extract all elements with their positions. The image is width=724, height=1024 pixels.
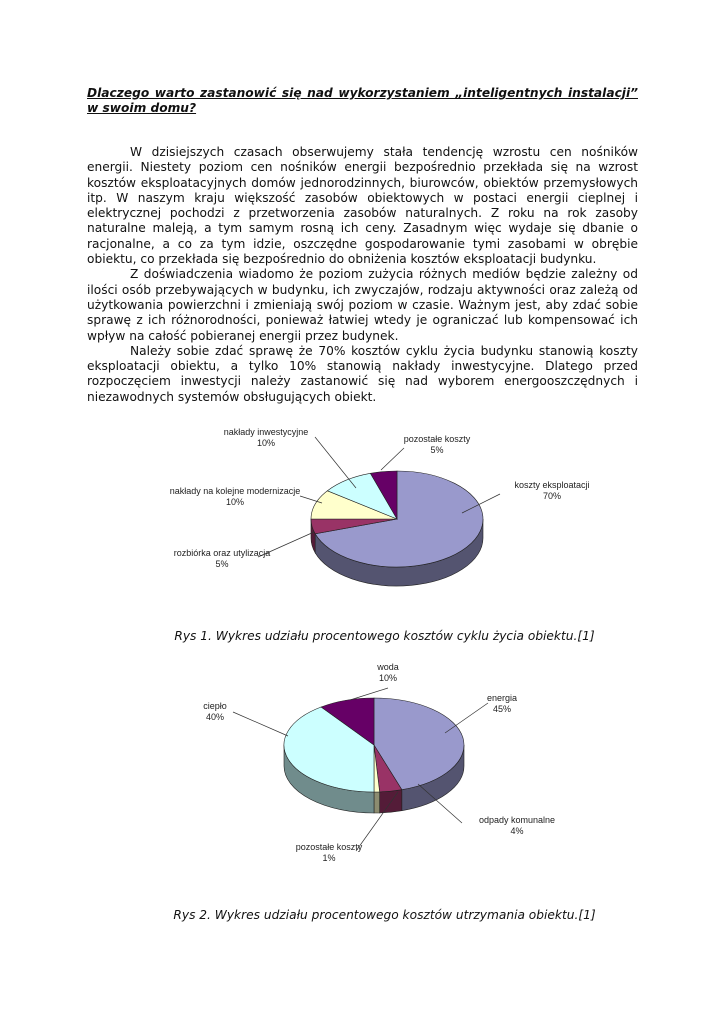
slice-value-label-3: 40% bbox=[205, 712, 225, 722]
caption-figure-2: Rys 2. Wykres udziału procentowego kosztów utrzymania obiektu.[1] bbox=[173, 908, 596, 922]
slice-value-label-2: 10% bbox=[225, 497, 245, 507]
slice-name-1: odpady komunalne bbox=[478, 815, 556, 825]
slice-name-0: koszty eksploatacji bbox=[514, 480, 590, 490]
leader-line-3 bbox=[233, 712, 288, 736]
slice-value-label-4: 10% bbox=[378, 673, 398, 683]
caption-figure-1: Rys 1. Wykres udziału procentowego kosztów cyklu życia obiektu.[1] bbox=[174, 629, 595, 643]
paragraph-2: Z doświadczenia wiadomo że poziom zużycia różnych mediów będzie zależny od ilości osób przebywających w budynku, ich zwyczajów, rodzaju aktywności oraz zależą od użytkowania powierzchni i zmieniają swój poziom w czasie. Ważnym jest, aby zdać sobie sprawę z ich różnorodności, ponieważ łatwiej wtedy je ograniczać lub kompensować ich wpływ na całość pobieranej energii przez budynek. bbox=[87, 267, 638, 343]
slice-value-label-2: 1% bbox=[322, 853, 336, 863]
slice-name-2: pozostałe koszty bbox=[295, 842, 363, 852]
slice-value-label-1: 4% bbox=[510, 826, 524, 836]
paragraph-1: W dzisiejszych czasach obserwujemy stała tendencję wzrostu cen nośników energii. Niestety poziom cen nośników energii bezpośrednio przekłada się na wzrost kosztów eksploatacyjnych domów jednorodzinnych, biurowców, obiektów przemysłowych itp. W naszym kraju większość zasobów obiektowych w postaci energii cieplnej i elektrycznej pochodzi z przetworzenia zasobów naturalnych. Z roku na rok zasoby naturalne maleją, a tym samym rosną ich ceny. Zasadnym więc wydaje się dbanie o racjonalne, a co za tym idzie, oszczędne gospodarowanie tymi zasobami w obrębie obiektu, co przekłada się bezpośrednio do obniżenia kosztów eksploatacji budynku. bbox=[87, 145, 638, 267]
slice-name-0: energia bbox=[486, 693, 518, 703]
body-text bbox=[87, 145, 638, 405]
page-heading: Dlaczego warto zastanowić się nad wykorzystaniem „inteligentnych instalacji” w swoim domu? bbox=[87, 86, 638, 115]
leader-line-0 bbox=[445, 703, 488, 733]
slice-value-label-0: 45% bbox=[492, 704, 512, 714]
slice-name-4: woda bbox=[377, 662, 399, 672]
slice-value-label-1: 5% bbox=[215, 559, 229, 569]
leader-line-3 bbox=[315, 437, 356, 488]
slice-name-3: nakłady inwestycyjne bbox=[223, 427, 309, 437]
pie-chart-maintenance-costs bbox=[0, 660, 724, 870]
leader-line-4 bbox=[381, 448, 404, 470]
pie-tops bbox=[284, 698, 464, 792]
pie-side-1 bbox=[380, 790, 402, 813]
slice-name-1: rozbiórka oraz utylizacja bbox=[173, 548, 271, 558]
pie-tops bbox=[311, 471, 483, 567]
paragraph-3: Należy sobie zdać sprawę że 70% kosztów cyklu życia budynku stanowią koszty eksploatacji obiektu, a tylko 10% stanowią nakłady inwestycyjne. Dlatego przed rozpoczęciem inwestycji należy zastanowić się nad wyborem energooszczędnych i niezawodnych systemów obsługujących obiekt. bbox=[87, 343, 638, 404]
slice-name-2: nakłady na kolejne modernizacje bbox=[169, 486, 301, 496]
slice-name-4: pozostałe koszty bbox=[403, 434, 471, 444]
slice-value-label-0: 70% bbox=[542, 491, 562, 501]
slice-name-3: ciepło bbox=[203, 701, 227, 711]
slice-value-label-3: 10% bbox=[256, 438, 276, 448]
pie-side-2 bbox=[374, 792, 380, 813]
pie-chart-life-cycle-costs bbox=[0, 420, 724, 620]
slice-value-label-4: 5% bbox=[430, 445, 444, 455]
